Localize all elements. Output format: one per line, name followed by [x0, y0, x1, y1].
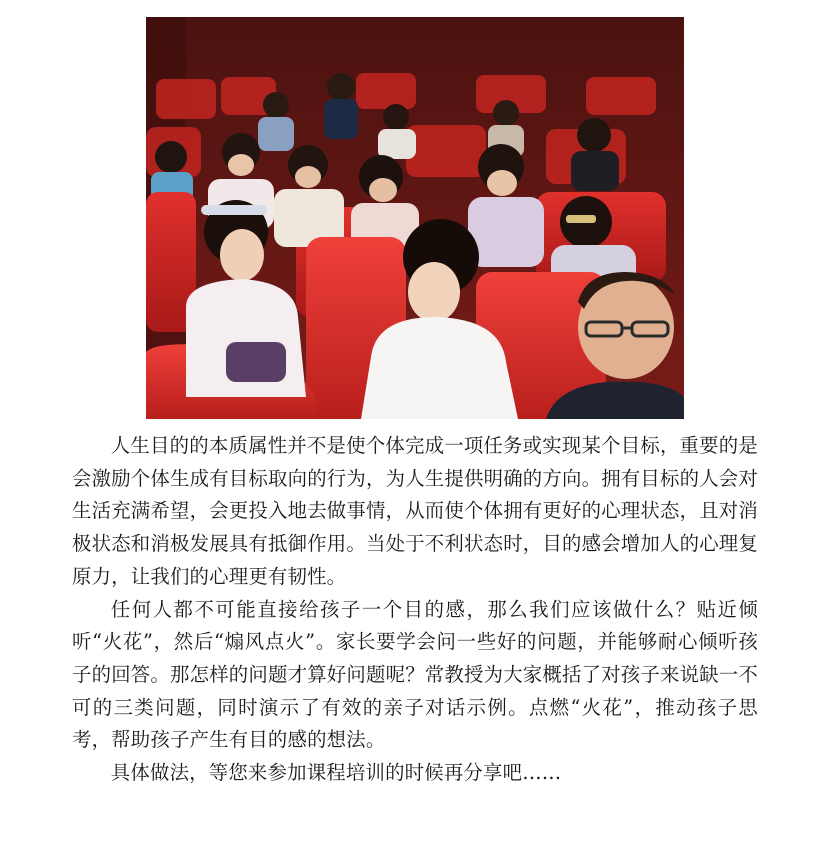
article-body	[72, 430, 758, 790]
audience-photo	[146, 17, 684, 419]
paragraph-parent-questions: 任何人都不可能直接给孩子一个目的感，那么我们应该做什么？贴近倾听“火花”，然后“煽风点火”。家长要学会问一些好的问题，并能够耐心倾听孩子的回答。那怎样的问题才算好问题呢？常教授为大家概括了对孩子来说缺一不可的三类问题，同时演示了有效的亲子对话示例。点燃“火花”，推动孩子思考，帮助孩子产生有目的感的想法。	[72, 597, 758, 752]
paragraph-closing: 具体做法，等您来参加课程培训的时候再分享吧……	[110, 761, 562, 785]
paragraph-purpose-nature: 人生目的的本质属性并不是使个体完成一项任务或实现某个目标，重要的是会激励个体生成有目标取向的行为，为人生提供明确的方向。拥有目标的人会对生活充满希望，会更投入地去做事情，从而使个体拥有更好的心理状态，且对消极状态和消极发展具有抵御作用。当处于不利状态时，目的感会增加人的心理复原力，让我们的心理更有韧性。	[72, 434, 758, 588]
audience-photo-illustration	[146, 17, 684, 419]
